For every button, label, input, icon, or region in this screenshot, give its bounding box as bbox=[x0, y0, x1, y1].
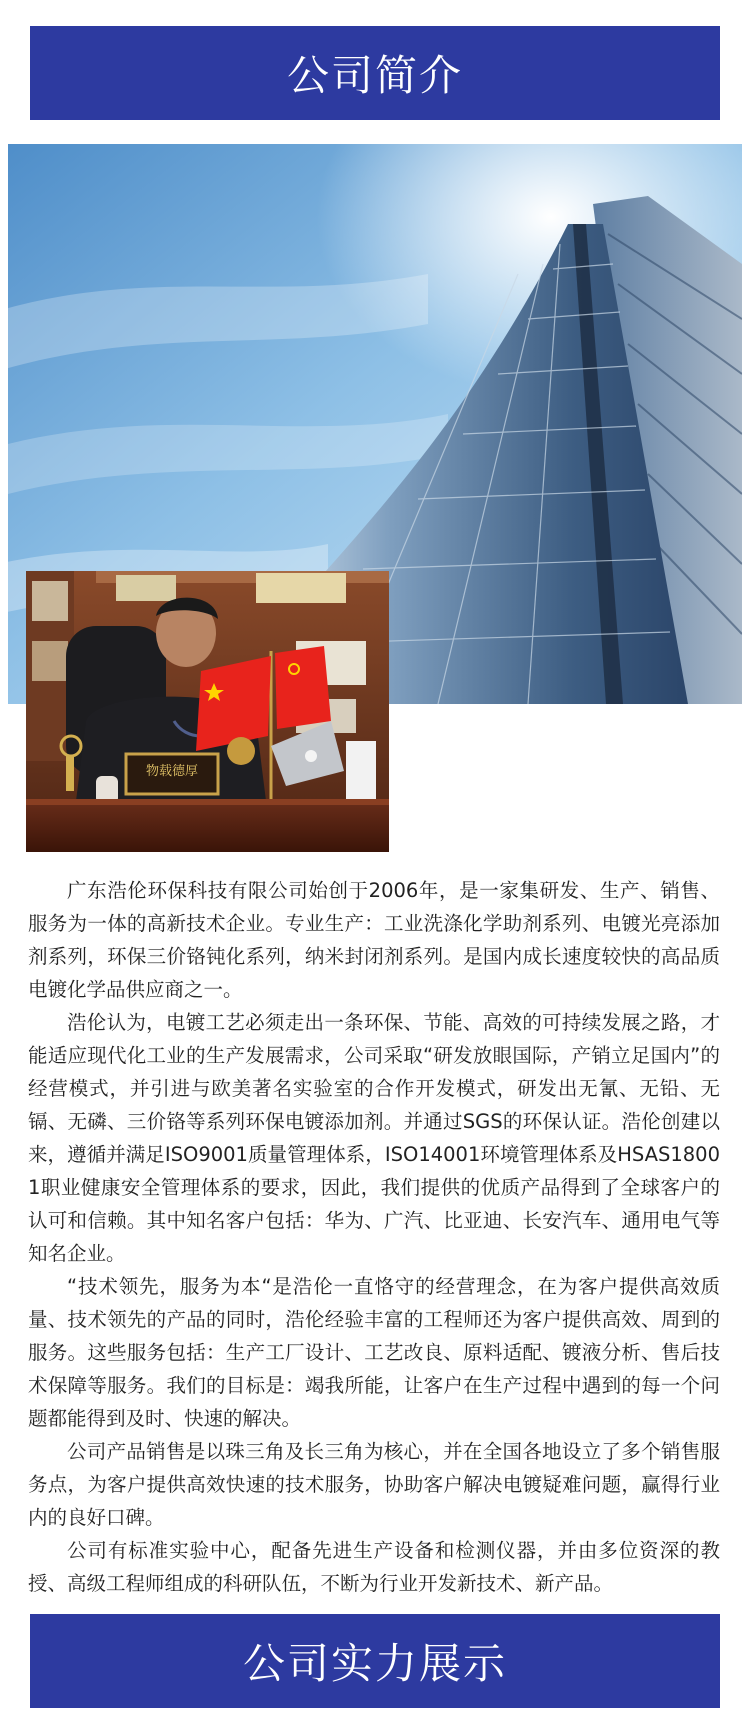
desk-plaque-text: 物载德厚 bbox=[145, 764, 199, 779]
intro-paragraph: 公司有标准实验中心，配备先进生产设备和检测仪器，并由多位资深的教授、高级工程师组成的科研队伍，不断为行业开发新技术、新产品。 bbox=[28, 1539, 720, 1595]
company-profile-banner bbox=[30, 26, 720, 120]
intro-paragraph: 广东浩伦环保科技有限公司始创于2006年，是一家集研发、生产、销售、服务为一体的高新技术企业。专业生产：工业洗涤化学助剂系列、电镀光亮添加剂系列，环保三价铬钝化系列，纳米封闭剂系列。是国内成长速度较快的高品质电镀化学品供应商之一。 bbox=[28, 879, 720, 1001]
intro-paragraph: 浩伦认为，电镀工艺必须走出一条环保、节能、高效的可持续发展之路，才能适应现代化工业的生产发展需求，公司采取“研发放眼国际，产销立足国内”的经营模式，并引进与欧美著名实验室的合作开发模式，研发出无氰、无铅、无镉、无磷、三价铬等系列环保电镀添加剂。并通过SGS的环保认证。浩伦创建以来，遵循并满足ISO9001质量管理体系，ISO14001环境管理体系及HSAS18001职业健康安全管理体系的要求，因此，我们提供的优质产品得到了全球客户的认可和信赖。其中知名客户包括：华为、广汽、比亚迪、长安汽车、通用电气等知名企业。 bbox=[28, 1011, 720, 1265]
intro-paragraph: 公司产品销售是以珠三角及长三角为核心，并在全国各地设立了多个销售服务点，为客户提供高效快速的技术服务，协助客户解决电镀疑难问题，赢得行业内的良好口碑。 bbox=[28, 1440, 720, 1529]
company-strength-banner bbox=[30, 1614, 720, 1708]
section-title: 公司简介 bbox=[286, 51, 463, 100]
office-portrait-image bbox=[26, 571, 389, 852]
company-intro-text bbox=[28, 874, 720, 1600]
section-title: 公司实力展示 bbox=[242, 1639, 507, 1688]
intro-paragraph: “技术领先，服务为本“是浩伦一直恪守的经营理念，在为客户提供高效质量、技术领先的产品的同时，浩伦经验丰富的工程师还为客户提供高效、周到的服务。这些服务包括：生产工厂设计、工艺改良、原料适配、镀液分析、售后技术保障等服务。我们的目标是：竭我所能，让客户在生产过程中遇到的每一个问题都能得到及时、快速的解决。 bbox=[28, 1275, 720, 1430]
